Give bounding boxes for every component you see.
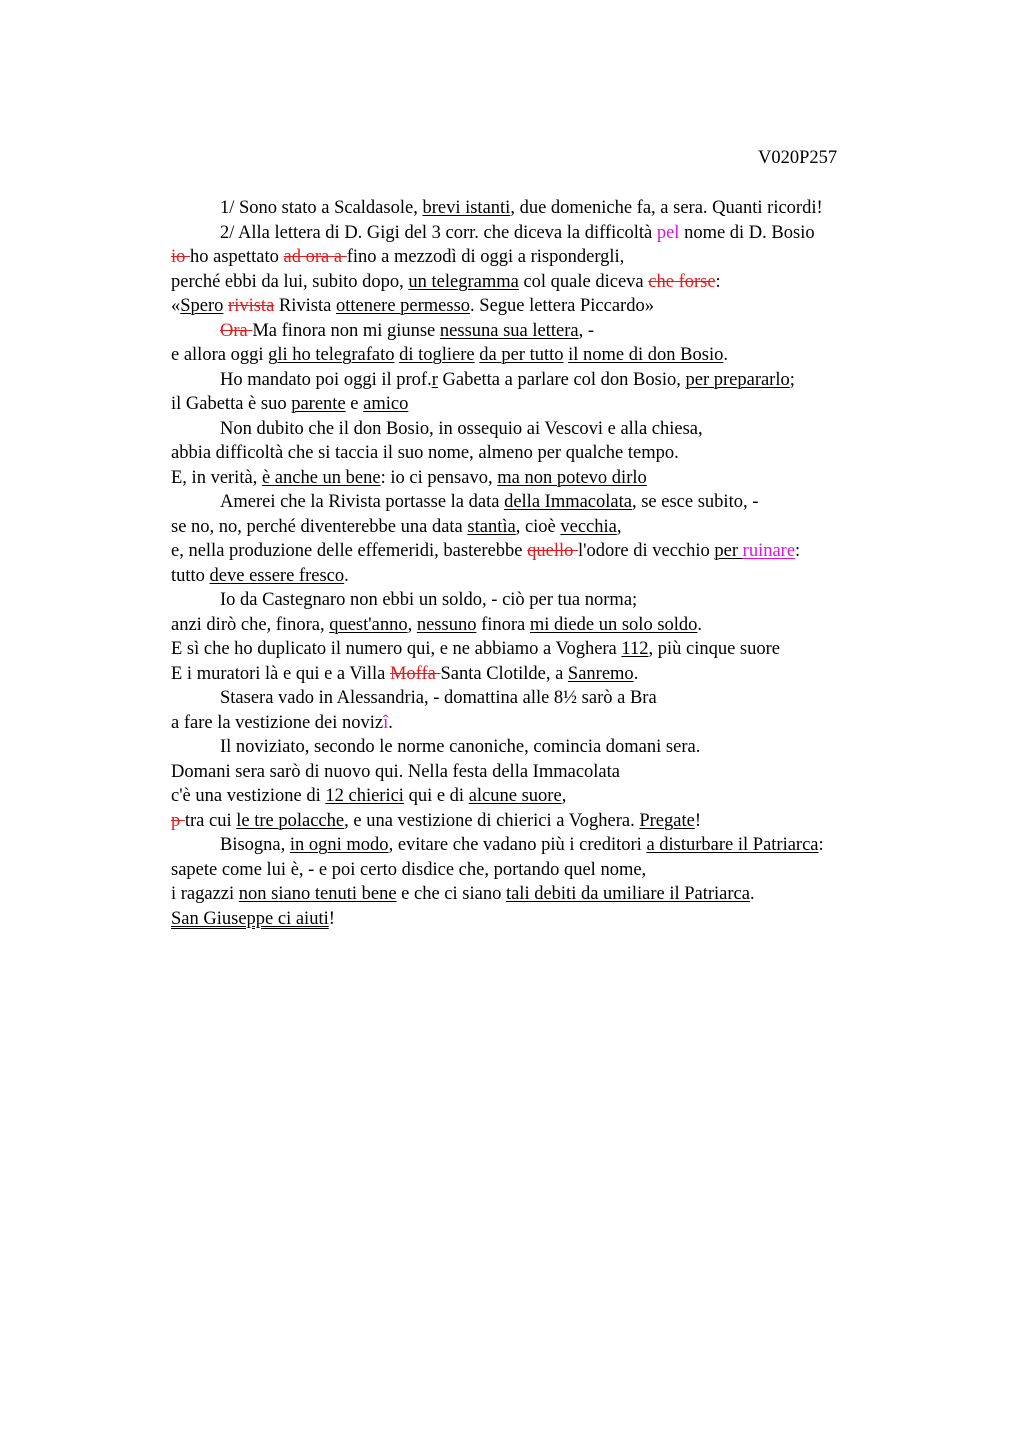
text-line <box>171 294 931 319</box>
text-segment: , <box>616 516 622 537</box>
underlined-text: ottenere permesso <box>335 296 471 316</box>
text-segment: e allora oggi <box>171 345 269 365</box>
text-segment: . <box>749 884 755 904</box>
underlined-text: tali debiti da umiliare il Patriarca <box>505 884 750 904</box>
text-segment: fino a mezzodì di oggi a rispondergli, <box>346 247 625 267</box>
underlined-text: della Immacolata <box>504 492 632 512</box>
text-segment: , due domeniche fa, a sera. Quanti ricordi! <box>510 198 823 218</box>
text-segment: E sì che ho duplicato il numero qui, e ne abbiamo a Voghera <box>171 639 622 659</box>
deleted-text: p <box>171 810 185 831</box>
deleted-text: rivista <box>228 296 275 316</box>
text-segment: Ho mandato poi oggi il prof. <box>220 369 432 390</box>
text-segment: : <box>795 541 801 561</box>
letter-transcription <box>171 196 931 931</box>
text-segment: Il noviziato, secondo le norme canoniche, comincia domani sera. <box>220 737 701 757</box>
text-line <box>171 368 931 393</box>
deleted-text: ad ora a <box>283 247 347 267</box>
text-segment: col quale diceva <box>518 271 649 292</box>
underlined-text: a disturbare il Patriarca <box>646 835 819 855</box>
underlined-text: da per tutto <box>479 345 564 365</box>
underlined-text: di togliere <box>399 345 475 365</box>
text-line <box>171 735 931 760</box>
text-line <box>171 564 931 589</box>
text-segment: tutto <box>171 565 210 586</box>
text-segment: , - <box>578 320 595 341</box>
text-segment: e, nella produzione delle effemeridi, basterebbe <box>171 541 528 561</box>
text-segment: , se esce subito, - <box>631 492 759 512</box>
text-line <box>171 711 931 736</box>
text-segment: finora <box>476 614 530 635</box>
annotation-text: î <box>383 712 389 733</box>
text-line <box>171 417 931 442</box>
text-segment: , e una vestizione di chierici a Voghera. <box>344 810 640 831</box>
text-segment: qui e di <box>403 786 469 806</box>
underlined-text: deve essere fresco <box>209 565 345 586</box>
text-segment: Domani sera sarò di nuovo qui. Nella festa della Immacolata <box>171 761 620 782</box>
underlined-annotation-text: ruinare <box>742 541 796 561</box>
text-line <box>171 907 931 932</box>
text-segment: . <box>633 663 639 684</box>
deleted-text: Moffa <box>389 663 441 684</box>
underlined-text: amico <box>363 394 409 414</box>
text-segment: ! <box>328 908 335 929</box>
text-segment: , <box>561 786 567 806</box>
underlined-text: Spero <box>180 296 224 316</box>
text-line <box>171 588 931 613</box>
text-segment: e che ci siano <box>396 884 506 904</box>
text-line <box>171 882 931 907</box>
text-segment: ; <box>789 369 795 390</box>
text-segment: , più cinque suore <box>648 639 781 659</box>
text-line <box>171 466 931 491</box>
text-segment: il Gabetta è suo <box>171 394 292 414</box>
text-segment: Santa Clotilde, a <box>440 663 568 684</box>
underlined-text: per <box>714 541 743 561</box>
text-line <box>171 686 931 711</box>
text-segment: Stasera vado in Alessandria, - domattina alle 8½ sarò a Bra <box>220 688 657 708</box>
text-segment: E i muratori là e qui e a Villa <box>171 663 390 684</box>
text-line <box>171 245 931 270</box>
text-segment: tra cui <box>184 810 237 831</box>
text-line <box>171 637 931 662</box>
deleted-text: quello <box>527 541 579 561</box>
text-segment: : <box>715 271 721 292</box>
text-line <box>171 809 931 834</box>
text-segment: c'è una vestizione di <box>171 786 326 806</box>
annotation-text: pel <box>656 222 680 243</box>
text-segment: se no, no, perché diventerebbe una data <box>171 516 468 537</box>
text-line <box>171 613 931 638</box>
text-segment: sapete come lui è, - e poi certo disdice che, portando quel nome, <box>171 859 647 880</box>
text-segment: e <box>345 394 364 414</box>
text-line <box>171 858 931 883</box>
text-segment: . <box>697 614 703 635</box>
deleted-text: Ora <box>220 320 253 341</box>
text-line <box>171 515 931 540</box>
underlined-text: stantìa <box>467 516 516 537</box>
text-segment: Ma finora non mi giunse <box>252 320 440 341</box>
text-segment: 2/ Alla lettera di D. Gigi del 3 corr. che diceva la difficoltà <box>220 222 657 243</box>
underlined-text: Sanremo <box>567 663 634 684</box>
text-segment: , <box>407 614 417 635</box>
text-segment: Io da Castegnaro non ebbi un soldo, - ciò per tua norma; <box>220 590 638 610</box>
text-segment: anzi dirò che, finora, <box>171 614 330 635</box>
text-segment: . Segue lettera Piccardo» <box>470 296 654 316</box>
text-line <box>171 662 931 687</box>
text-segment: ho aspettato <box>190 247 284 267</box>
text-segment: . <box>723 345 728 365</box>
text-segment: Non dubito che il don Bosio, in ossequio ai Vescovi e alla chiesa, <box>220 418 703 439</box>
underlined-text: 12 chierici <box>325 786 404 806</box>
text-segment: Gabetta a parlare col don Bosio, <box>437 369 686 390</box>
underlined-text: è anche un bene <box>261 467 381 488</box>
text-segment: 1/ Sono stato a Scaldasole, <box>220 198 423 218</box>
text-line <box>171 784 931 809</box>
text-line <box>171 760 931 785</box>
text-segment: , cioè <box>515 516 561 537</box>
text-segment: i ragazzi <box>171 884 239 904</box>
underlined-text: per prepararlo <box>685 369 790 390</box>
text-line <box>171 833 931 858</box>
deleted-text: io <box>171 247 191 267</box>
text-line <box>171 441 931 466</box>
underlined-text: il nome di don Bosio <box>568 345 724 365</box>
text-segment: l'odore di vecchio <box>578 541 715 561</box>
text-segment: « <box>171 296 181 316</box>
text-segment: nome di D. Bosio <box>679 222 815 243</box>
underlined-text: le tre polacche <box>236 810 345 831</box>
text-line <box>171 343 931 368</box>
text-segment: . <box>344 565 349 586</box>
underlined-text: mi diede un solo soldo <box>529 614 698 635</box>
underlined-text: quest'anno <box>329 614 408 635</box>
underlined-text: alcune suore <box>468 786 562 806</box>
underlined-text: non siano tenuti bene <box>238 884 397 904</box>
text-segment: : io ci pensavo, <box>380 467 498 488</box>
text-line <box>171 539 931 564</box>
underlined-text: ma non potevo dirlo <box>497 467 647 488</box>
text-segment: Amerei che la Rivista portasse la data <box>220 492 505 512</box>
underlined-text: nessuno <box>416 614 477 635</box>
underlined-text: nessuna sua lettera <box>439 320 579 341</box>
text-segment: : <box>818 835 824 855</box>
text-segment: perché ebbi da lui, subito dopo, <box>171 271 409 292</box>
underlined-text: in ogni modo <box>289 835 389 855</box>
text-line <box>171 196 931 221</box>
double-underlined-text: San Giuseppe ci aiuti <box>171 908 329 929</box>
text-segment: a fare la vestizione dei noviz <box>171 712 384 733</box>
deleted-text: che forse <box>648 271 716 292</box>
underlined-text: vecchia <box>560 516 617 537</box>
text-line <box>171 270 931 295</box>
text-segment: Bisogna, <box>220 835 290 855</box>
text-line <box>171 392 931 417</box>
text-segment: ! <box>694 810 701 831</box>
underlined-text: gli ho telegrafato <box>268 345 395 365</box>
text-segment: E, in verità, <box>171 467 262 488</box>
text-segment: . <box>388 712 393 733</box>
text-line <box>171 221 931 246</box>
underlined-text: un telegramma <box>408 271 519 292</box>
underlined-text: Pregate <box>639 810 695 831</box>
underlined-text: r <box>431 369 438 390</box>
page-reference: V020P257 <box>758 148 838 168</box>
text-line <box>171 490 931 515</box>
text-segment: Rivista <box>274 296 336 316</box>
text-segment: , evitare che vadano più i creditori <box>388 835 647 855</box>
underlined-text: 112 <box>621 639 649 659</box>
underlined-text: parente <box>291 394 346 414</box>
underlined-text: brevi istanti <box>422 198 511 218</box>
text-segment: abbia difficoltà che si taccia il suo nome, almeno per qualche tempo. <box>171 443 679 463</box>
text-line <box>171 319 931 344</box>
